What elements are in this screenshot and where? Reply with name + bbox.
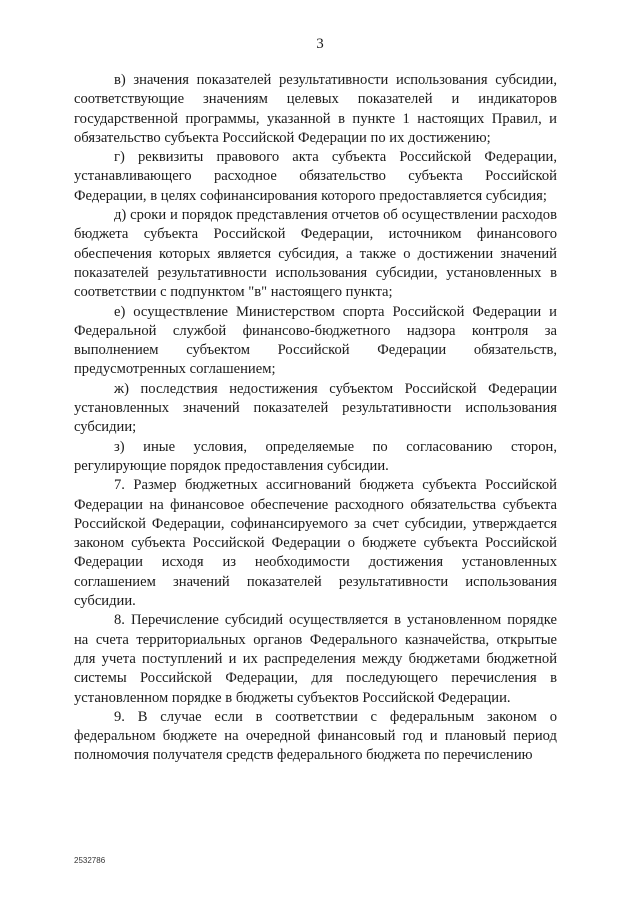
paragraph-item-d: д) сроки и порядок представления отчетов об осуществлении расходов бюджета субъекта Российской Федерации, источником финансового обеспечения которых является субсидия, а также о достижении значений показателей результативности использования субсидии, установленных в соответствии с подпунктом "в" настоящего пункта; [74, 207, 557, 301]
paragraph-section-9: 9. В случае если в соответствии с федеральным законом о федеральном бюджете на очередной финансовый год и плановый период полномочия получателя средств федерального бюджета по перечислению [74, 708, 557, 764]
page-number: 3 [316, 36, 324, 52]
paragraph-item-g: г) реквизиты правового акта субъекта Российской Федерации, устанавливающего расходное обязательство субъекта Российской Федерации, в целях софинансирования которого предоставляется субсидия; [74, 149, 557, 204]
paragraph-section-7: 7. Размер бюджетных ассигнований бюджета субъекта Российской Федерации на финансовое обеспечение расходного обязательства субъекта Российской Федерации, софинансируемого за счет субсидии, утверждается законом субъекта Российской Федерации о бюджете субъекта Российской Федерации исходя из необходимости достижения установленных соглашением значений показателей результативности использования субсидии. [74, 477, 557, 610]
document-code: 2532786 [74, 856, 106, 865]
document-body [74, 71, 557, 766]
paragraph-item-e: е) осуществление Министерством спорта Российской Федерации и Федеральной службой финансово-бюджетного надзора контроля за выполнением субъектом Российской Федерации обязательств, предусмотренных соглашением; [74, 303, 557, 378]
paragraph-section-8: 8. Перечисление субсидий осуществляется в установленном порядке на счета территориальных органов Федерального казначейства, открытые для учета поступлений и их распределения между бюджетами бюджетной системы Российской Федерации, для последующего перечисления в установленном порядке в бюджеты субъектов Российской Федерации. [74, 612, 557, 706]
paragraph-item-z: з) иные условия, определяемые по согласованию сторон, регулирующие порядок предоставления субсидии. [74, 438, 557, 474]
paragraph-item-v: в) значения показателей результативности использования субсидии, соответствующие значениям целевых показателей и индикаторов государственной программы, указанной в пункте 1 настоящих Правил, и обязательство субъекта Российской Федерации по их достижению; [74, 72, 557, 146]
paragraph-item-zh: ж) последствия недостижения субъектом Российской Федерации установленных значений показателей результативности использования субсидии; [74, 380, 557, 436]
